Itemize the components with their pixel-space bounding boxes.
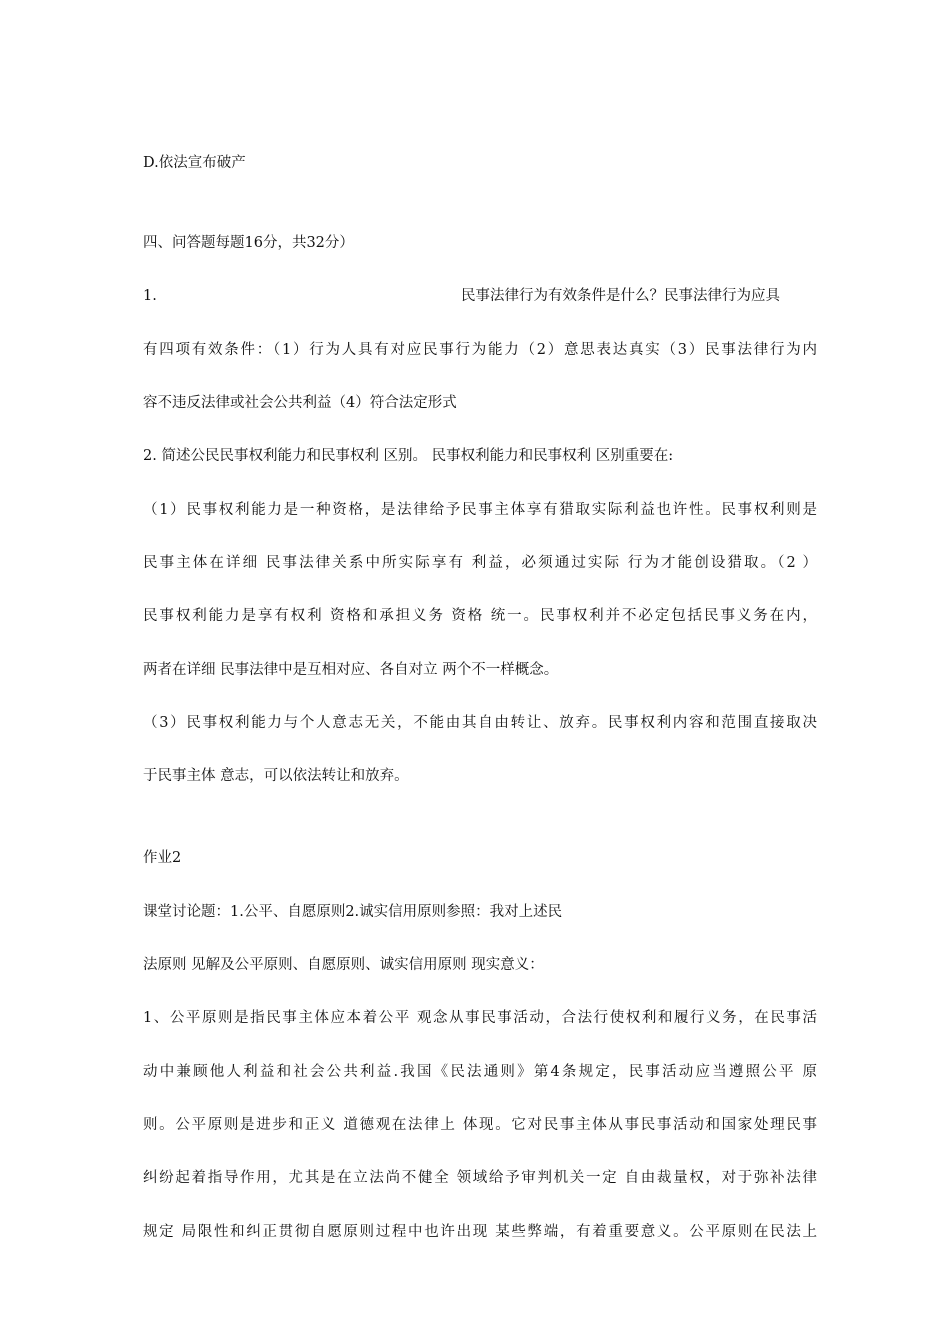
question-1-answer-line: 有四项有效条件：（1）行为人具有对应民事行为能力（2）意思表达真实（3）民事法律行为内 xyxy=(143,342,817,358)
question-1-number: 1. xyxy=(143,288,157,304)
question-2-line: 民事主体在详细 民事法律关系中所实际享有 利益，必须通过实际 行为才能创设猎取。（2 ） xyxy=(143,555,817,571)
question-1-answer-line: 容不违反法律或社会公共利益（4）符合法定形式 xyxy=(143,395,457,411)
option-d: D.依法宣布破产 xyxy=(143,155,246,171)
question-1-text: 民事法律行为有效条件是什么？民事法律行为应具 xyxy=(461,288,780,304)
assignment-line: 课堂讨论题：1.公平、自愿原则2.诚实信用原则参照：我对上述民 xyxy=(143,904,563,920)
assignment-line: 动中兼顾他人利益和社会公共利益.我国《民法通则》第4条规定，民事活动应当遵照公平 原 xyxy=(143,1064,817,1080)
assignment-line: 1、公平原则是指民事主体应本着公平 观念从事民事活动，合法行使权利和履行义务，在民事活 xyxy=(143,1010,817,1026)
assignment-title: 作业2 xyxy=(143,850,182,866)
assignment-line: 纠纷起着指导作用，尤其是在立法尚不健全 领域给予审判机关一定 自由裁量权，对于弥补法律 xyxy=(143,1170,817,1186)
assignment-line: 法原则 见解及公平原则、自愿原则、诚实信用原则 现实意义： xyxy=(143,957,544,973)
question-2-line: （3）民事权利能力与个人意志无关，不能由其自由转让、放弃。民事权利内容和范围直接取决 xyxy=(143,715,817,731)
question-2-line: 于民事主体 意志，可以依法转让和放弃。 xyxy=(143,768,409,784)
assignment-line: 则。公平原则是进步和正义 道德观在法律上 体现。它对民事主体从事民事活动和国家处理民事 xyxy=(143,1117,817,1133)
question-2-line: 两者在详细 民事法律中是互相对应、各自对立 两个不一样概念。 xyxy=(143,662,559,678)
assignment-line: 规定 局限性和纠正贯彻自愿原则过程中也许出现 某些弊端，有着重要意义。公平原则在民法上 xyxy=(143,1224,817,1240)
question-2-line: 民事权利能力是享有权利 资格和承担义务 资格 统一。民事权利并不必定包括民事义务在内， xyxy=(143,608,817,624)
question-2-line: 2. 简述公民民事权利能力和民事权利 区别。 民事权利能力和民事权利 区别重要在: xyxy=(143,448,674,464)
section-heading: 四、问答题每题16分，共32分） xyxy=(143,235,354,251)
question-2-line: （1）民事权利能力是一种资格，是法律给予民事主体享有猎取实际利益也许性。民事权利则是 xyxy=(143,502,817,518)
